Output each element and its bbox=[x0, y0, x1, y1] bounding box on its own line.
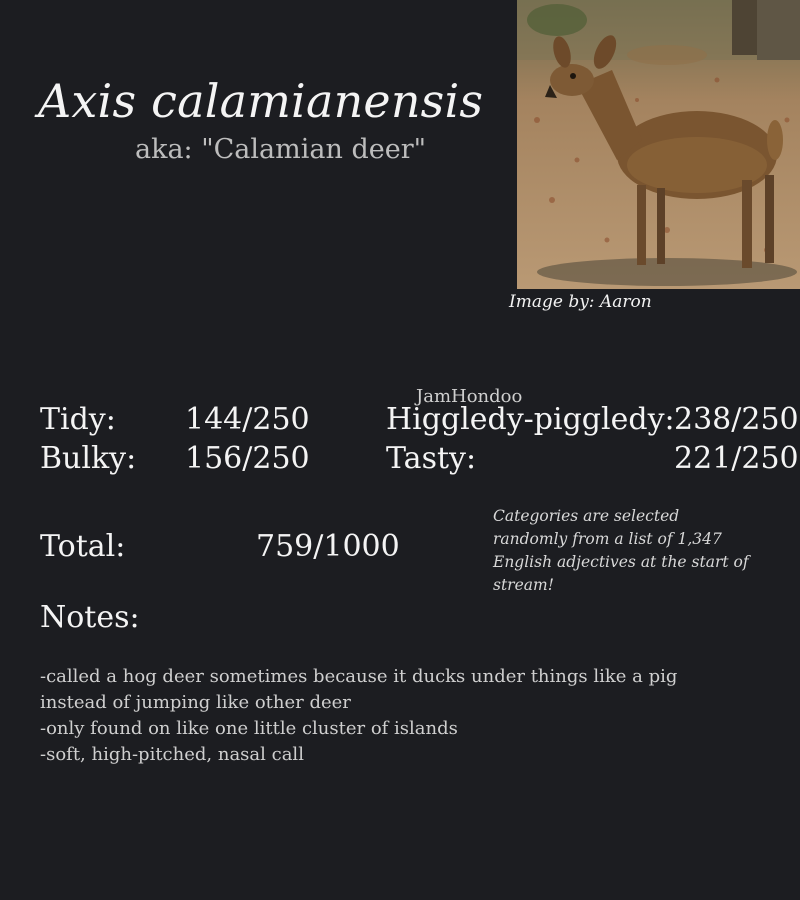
categories-note: Categories are selected randomly from a list of 1,347 English adjectives at the start of stream! bbox=[493, 507, 749, 594]
watermark-text: JamHondoo bbox=[416, 386, 523, 407]
stat-score-tasty: 221/250 bbox=[674, 441, 799, 476]
stat-label-bulky: Bulky: bbox=[40, 441, 137, 476]
deer-illustration bbox=[517, 0, 800, 289]
stat-label-tasty: Tasty: bbox=[386, 441, 477, 476]
stat-label-tidy: Tidy: bbox=[40, 402, 116, 437]
total-score: 759/1000 bbox=[256, 529, 400, 564]
total-label: Total: bbox=[40, 529, 126, 564]
stat-score-tidy: 144/250 bbox=[185, 402, 310, 437]
stat-label-higgledy-piggledy: Higgledy-piggledy: bbox=[386, 402, 675, 437]
image-credit: Image by: Aaron bbox=[509, 292, 652, 312]
species-scientific-name: Axis calamianensis bbox=[38, 74, 484, 128]
notes-line: -only found on like one little cluster of islands bbox=[40, 718, 458, 739]
notes-line: instead of jumping like other deer bbox=[40, 692, 351, 713]
species-common-name: aka: "Calamian deer" bbox=[135, 134, 427, 165]
deer-photo bbox=[517, 0, 800, 289]
notes-line: -called a hog deer sometimes because it ducks under things like a pig bbox=[40, 666, 678, 687]
stat-score-higgledy-piggledy: 238/250 bbox=[674, 402, 799, 437]
stat-score-bulky: 156/250 bbox=[185, 441, 310, 476]
notes-line: -soft, high-pitched, nasal call bbox=[40, 744, 304, 765]
notes-heading: Notes: bbox=[40, 600, 140, 635]
notes-list bbox=[40, 664, 760, 768]
